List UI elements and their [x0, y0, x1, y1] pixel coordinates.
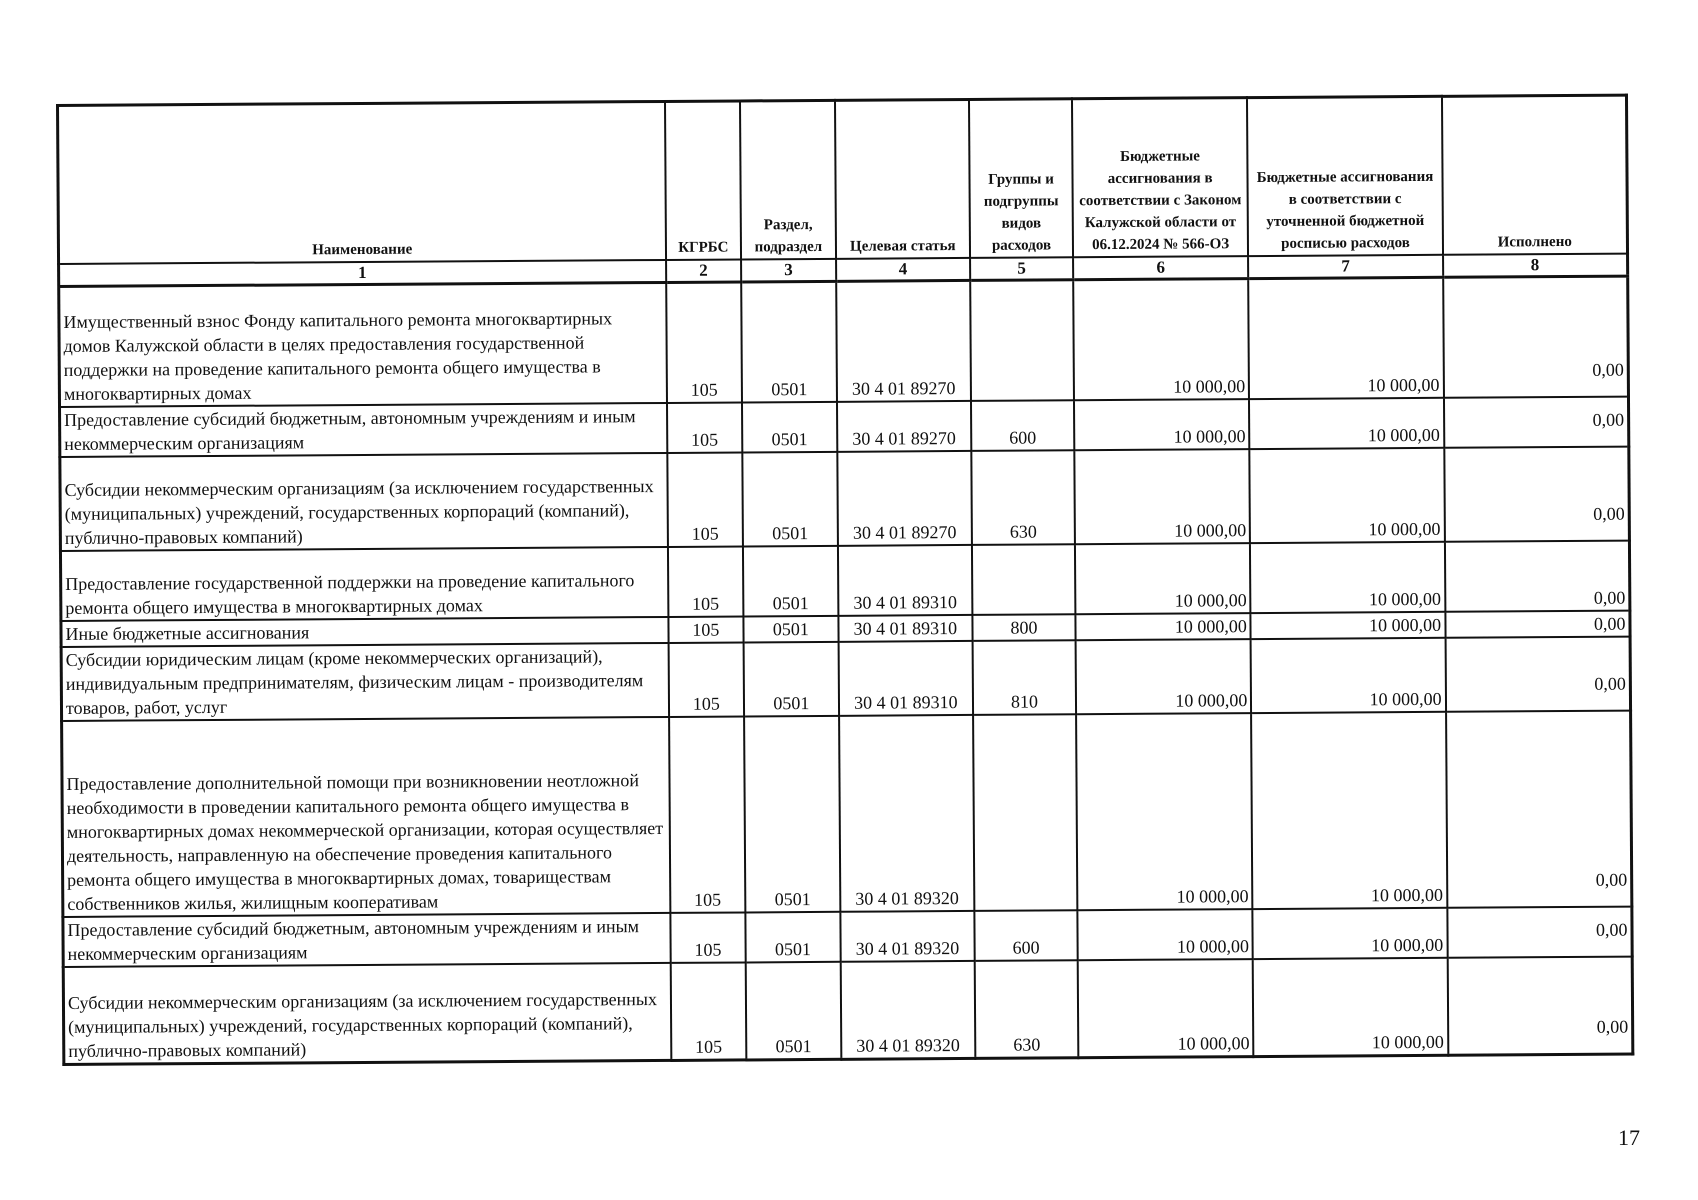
row-target-article: 30 4 01 89270 [836, 280, 971, 401]
row-plan-amount: 10 000,00 [1250, 447, 1445, 542]
table-row [59, 276, 1629, 406]
row-kgrbs: 105 [668, 642, 744, 716]
row-name: Предоставление дополнительной помощи при возникновении неотложной необходимости в проведении капитального ремонта общего имущества в многоквартирных домах некоммерческой организации, которая осуществляет деятельность, направленную на обеспечение проведения капитального ремонта общего имущества в многоквартирных домах, товариществам собственников жилья, жилищным кооперативам [62, 716, 670, 916]
row-executed-amount: 0,00 [1445, 610, 1630, 637]
row-executed-amount: 0,00 [1444, 396, 1629, 447]
row-target-article: 30 4 01 89270 [837, 400, 972, 451]
header-row [58, 95, 1628, 264]
budget-table [56, 94, 1634, 1066]
row-plan-amount: 10 000,00 [1253, 907, 1448, 958]
row-name: Предоставление субсидий бюджетным, автономным учреждениям и иным некоммерческим организациям [60, 402, 667, 456]
page-number: 17 [1618, 1125, 1640, 1150]
row-executed-amount: 0,00 [1446, 710, 1632, 907]
row-plan-amount: 10 000,00 [1250, 541, 1445, 612]
row-name: Субсидии некоммерческим организациям (за исключением государственных (муниципальных) учреждений, государственных корпораций (компаний), публично-правовых компаний) [63, 962, 671, 1064]
row-razdel: 0501 [743, 545, 838, 616]
header-name: Наименование [58, 101, 666, 264]
row-expense-group: 800 [972, 614, 1075, 641]
row-plan-amount: 10 000,00 [1249, 397, 1444, 448]
column-number: 4 [836, 258, 971, 281]
row-kgrbs: 105 [669, 716, 746, 912]
row-razdel: 0501 [744, 615, 839, 642]
row-law-amount: 10 000,00 [1075, 543, 1251, 614]
row-plan-amount: 10 000,00 [1251, 711, 1447, 908]
header-plan-allocations: Бюджетные ассигнования в соответствии с уточненной бюджетной росписью расходов [1247, 96, 1442, 256]
row-law-amount: 10 000,00 [1078, 959, 1254, 1058]
row-plan-amount: 10 000,00 [1251, 611, 1445, 638]
row-name: Предоставление субсидий бюджетным, автономным учреждениям и иным некоммерческим организациям [63, 912, 670, 966]
header-law-allocations: Бюджетные ассигнования в соответствии с Законом Калужской области от 06.12.2024 № 566-ОЗ [1072, 98, 1248, 258]
row-executed-amount: 0,00 [1443, 276, 1629, 397]
row-law-amount: 10 000,00 [1076, 713, 1253, 910]
row-executed-amount: 0,00 [1447, 956, 1633, 1055]
column-number: 5 [970, 257, 1073, 280]
row-expense-group: 630 [971, 450, 1075, 545]
row-expense-group [970, 280, 1074, 401]
row-kgrbs: 105 [670, 962, 746, 1060]
row-kgrbs: 105 [667, 452, 743, 546]
header-expense-groups: Группы и подгруппы видов расходов [969, 99, 1073, 258]
row-law-amount: 10 000,00 [1074, 449, 1250, 544]
row-law-amount: 10 000,00 [1074, 399, 1250, 450]
row-law-amount: 10 000,00 [1076, 639, 1252, 714]
row-razdel: 0501 [742, 451, 837, 546]
column-number: 1 [59, 260, 666, 287]
header-kgrbs: КГРБС [665, 101, 742, 260]
table-row [63, 956, 1633, 1064]
table-row [61, 636, 1630, 720]
row-expense-group [972, 544, 1075, 615]
row-expense-group: 600 [971, 400, 1074, 451]
row-law-amount: 10 000,00 [1075, 613, 1251, 640]
row-kgrbs: 105 [666, 282, 742, 402]
row-executed-amount: 0,00 [1445, 636, 1630, 711]
row-name: Субсидии юридическим лицам (кроме некоммерческих организаций), индивидуальным предпринимателям, физическим лицам - производителям товаров, работ, услуг [61, 642, 668, 720]
table-row [60, 540, 1629, 620]
row-razdel: 0501 [746, 961, 841, 1060]
column-number: 7 [1248, 255, 1442, 279]
row-plan-amount: 10 000,00 [1249, 277, 1444, 398]
row-executed-amount: 0,00 [1447, 906, 1632, 957]
row-target-article: 30 4 01 89320 [840, 960, 975, 1059]
row-executed-amount: 0,00 [1445, 540, 1630, 611]
header-razdel: Раздел, подраздел [740, 100, 836, 259]
row-target-article: 30 4 01 89310 [838, 544, 973, 615]
header-executed: Исполнено [1442, 95, 1628, 255]
column-number: 8 [1443, 254, 1628, 278]
row-law-amount: 10 000,00 [1077, 909, 1253, 960]
row-target-article: 30 4 01 89320 [840, 910, 975, 961]
row-name: Иные бюджетные ассигнования [61, 616, 668, 646]
row-plan-amount: 10 000,00 [1253, 957, 1448, 1056]
row-target-article: 30 4 01 89310 [838, 614, 973, 641]
row-kgrbs: 105 [667, 546, 743, 616]
header-target-article: Целевая статья [835, 99, 970, 258]
row-expense-group: 630 [975, 960, 1079, 1059]
row-expense-group [973, 714, 1077, 911]
table-row [62, 710, 1632, 916]
row-razdel: 0501 [745, 911, 840, 962]
row-expense-group: 810 [973, 640, 1076, 715]
row-plan-amount: 10 000,00 [1251, 637, 1446, 712]
row-target-article: 30 4 01 89270 [837, 450, 972, 545]
row-kgrbs: 105 [668, 616, 744, 643]
row-razdel: 0501 [744, 715, 840, 912]
row-target-article: 30 4 01 89320 [839, 714, 975, 911]
row-name: Предоставление государственной поддержки на проведение капитального ремонта общего имущества в многоквартирных домах [60, 546, 667, 620]
row-kgrbs: 105 [667, 402, 743, 453]
row-razdel: 0501 [741, 281, 836, 402]
row-target-article: 30 4 01 89310 [838, 640, 973, 715]
column-number: 2 [666, 259, 742, 282]
row-name: Имущественный взнос Фонду капитального ремонта многоквартирных домов Калужской области в целях предоставления государственной поддержки на проведение капитального ремонта общего имущества в многоквартирных домах [59, 282, 667, 406]
column-number: 3 [741, 259, 836, 282]
row-expense-group: 600 [974, 910, 1077, 961]
budget-table-sheet [56, 94, 1634, 1066]
table-row [60, 446, 1630, 550]
row-name: Субсидии некоммерческим организациям (за исключением государственных (муниципальных) учреждений, государственных корпораций (компаний), публично-правовых компаний) [60, 452, 668, 550]
row-kgrbs: 105 [670, 912, 746, 963]
row-law-amount: 10 000,00 [1073, 279, 1249, 400]
row-razdel: 0501 [744, 641, 839, 716]
column-number: 6 [1073, 256, 1249, 280]
row-razdel: 0501 [742, 401, 837, 452]
row-executed-amount: 0,00 [1444, 446, 1629, 541]
